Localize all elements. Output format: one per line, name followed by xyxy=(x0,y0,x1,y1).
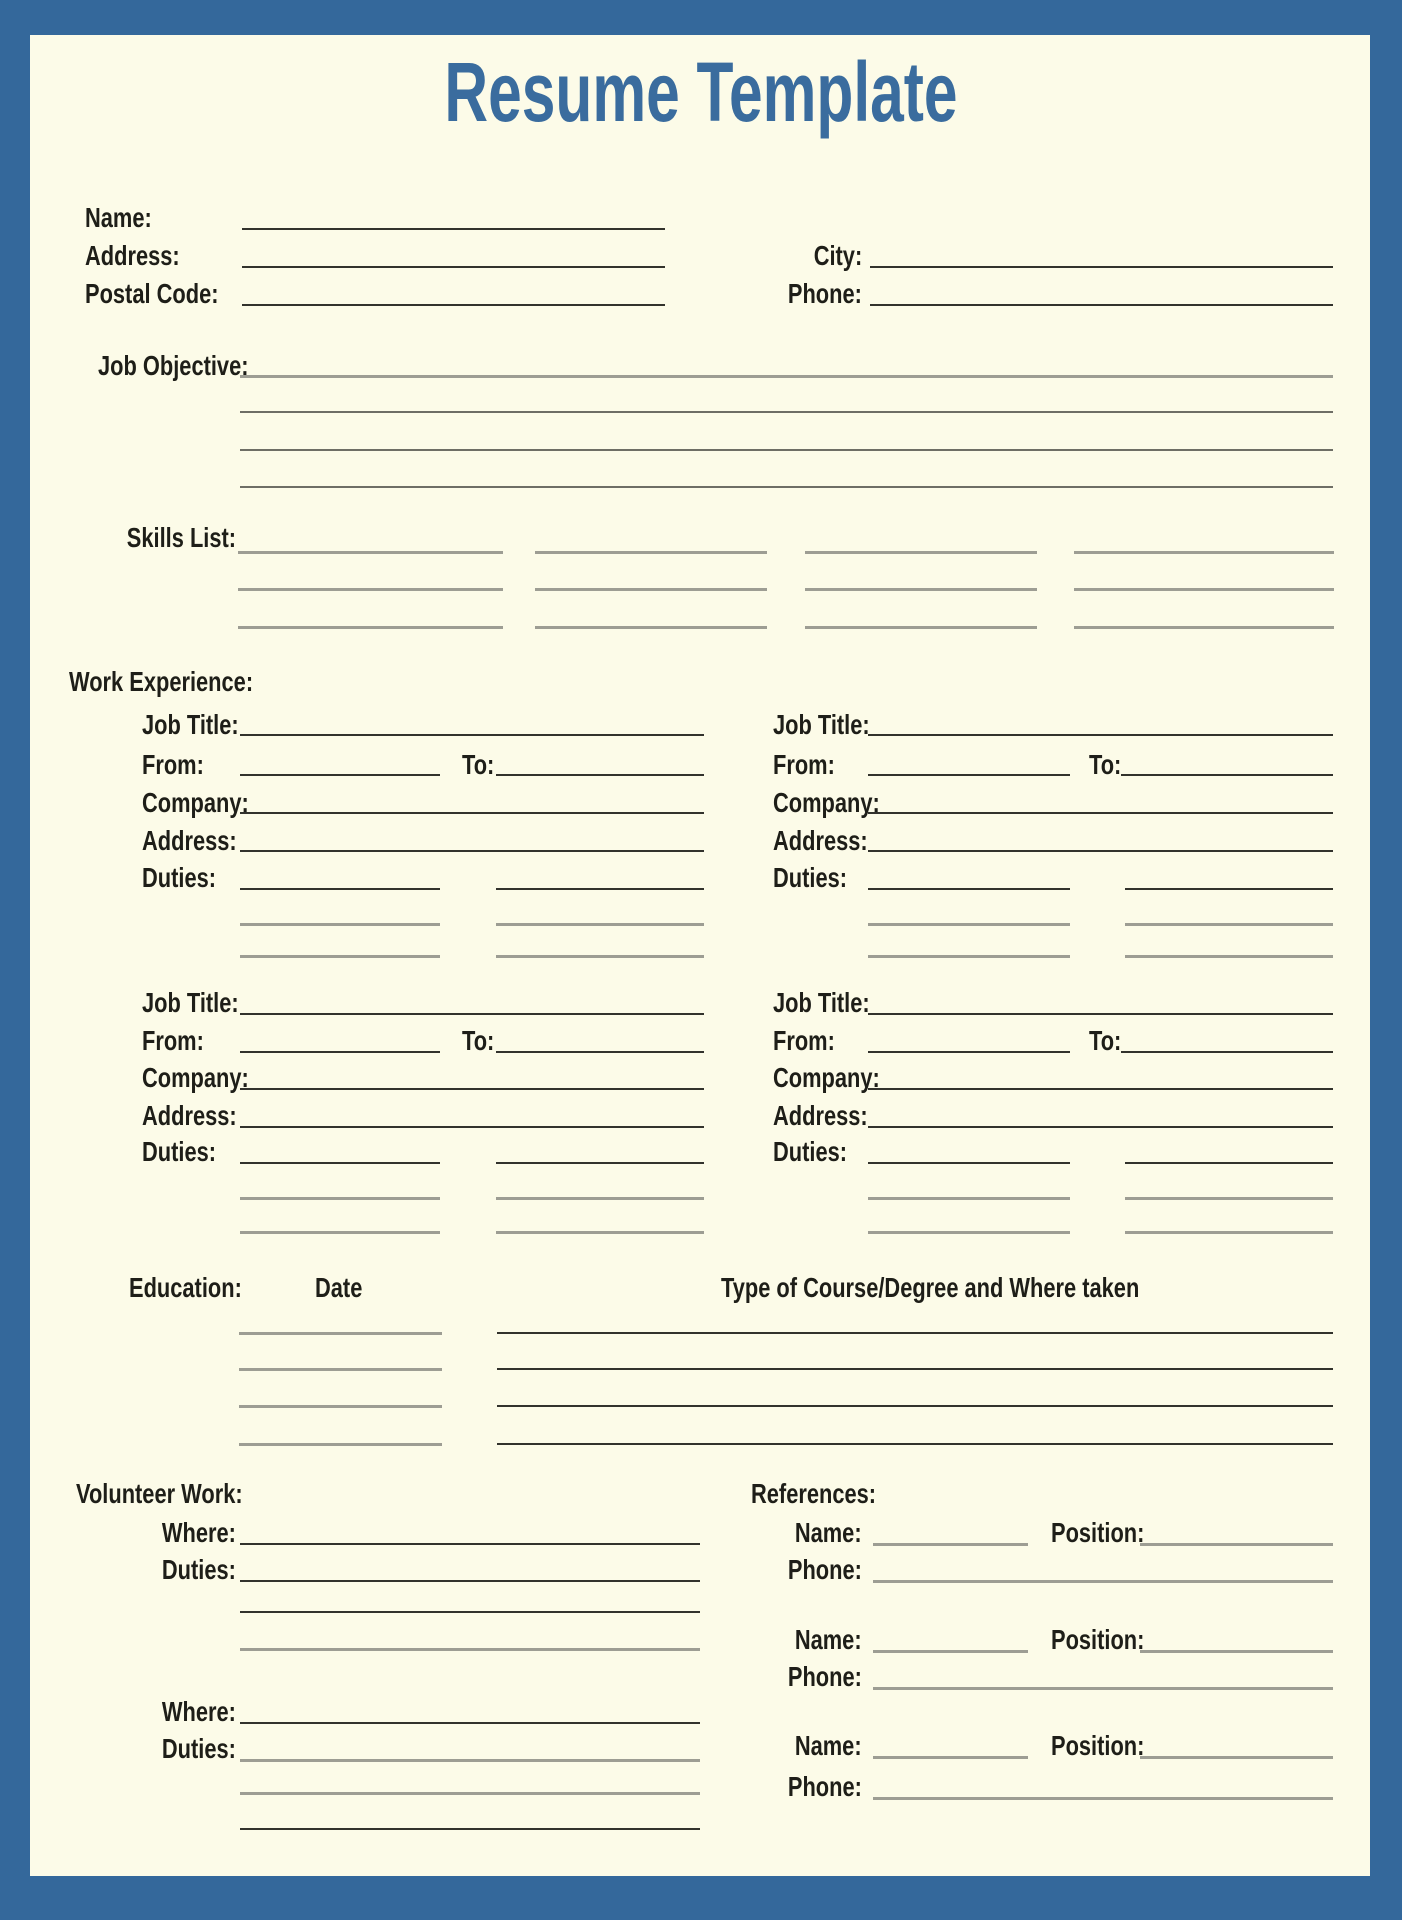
from-label: From: xyxy=(773,749,835,780)
ref-position-line xyxy=(1140,1543,1333,1546)
ref-position-label: Position: xyxy=(1051,1517,1145,1548)
where-line xyxy=(240,1543,700,1545)
education-date-line xyxy=(239,1443,442,1446)
company-label: Company: xyxy=(773,787,880,818)
duties-label: Duties: xyxy=(161,1554,236,1585)
ref-phone-line xyxy=(873,1580,1333,1583)
ref-phone-line xyxy=(873,1797,1333,1800)
phone-label: Phone: xyxy=(787,278,862,309)
education-label: Education: xyxy=(129,1272,242,1303)
from-line xyxy=(868,1051,1070,1053)
skill-line xyxy=(238,626,503,629)
to-label: To: xyxy=(1089,749,1122,780)
address-line xyxy=(868,1126,1333,1128)
address-line xyxy=(868,850,1333,852)
education-date-line xyxy=(239,1332,442,1335)
duties-label: Duties: xyxy=(161,1733,236,1764)
duties-line xyxy=(1125,1162,1333,1164)
job-title-label: Job Title: xyxy=(773,987,870,1018)
education-course-line xyxy=(497,1443,1333,1445)
where-line xyxy=(240,1722,700,1724)
company-label: Company: xyxy=(773,1062,880,1093)
skill-line xyxy=(535,588,767,591)
duties-line xyxy=(240,1759,700,1762)
to-label: To: xyxy=(1089,1025,1122,1056)
duties-line xyxy=(240,888,440,890)
address-line xyxy=(240,850,704,852)
duties-label: Duties: xyxy=(142,1136,217,1167)
company-label: Company: xyxy=(142,787,249,818)
education-date-line xyxy=(239,1368,442,1371)
duties-line xyxy=(1125,955,1333,958)
volunteer-work-label: Volunteer Work: xyxy=(76,1478,243,1509)
skill-line xyxy=(238,551,503,554)
job-title-label: Job Title: xyxy=(773,709,870,740)
skill-line xyxy=(805,588,1037,591)
address-label: Address: xyxy=(85,240,180,271)
duties-line xyxy=(240,1231,440,1234)
to-line xyxy=(496,1051,704,1053)
company-label: Company: xyxy=(142,1062,249,1093)
to-line xyxy=(1121,1051,1333,1053)
address-label: Address: xyxy=(773,825,868,856)
job-title-line xyxy=(868,1013,1333,1015)
job-objective-line xyxy=(240,375,1333,378)
name-label: Name: xyxy=(85,202,152,233)
to-label: To: xyxy=(462,1025,495,1056)
from-label: From: xyxy=(142,749,204,780)
address-label: Address: xyxy=(773,1100,868,1131)
duties-line xyxy=(240,923,440,926)
ref-position-line xyxy=(1140,1756,1333,1759)
duties-label: Duties: xyxy=(773,862,848,893)
job-objective-label: Job Objective: xyxy=(98,350,249,381)
from-label: From: xyxy=(773,1025,835,1056)
from-line xyxy=(240,1051,440,1053)
job-objective-line xyxy=(240,486,1333,488)
skills-list-label: Skills List: xyxy=(126,522,236,553)
duties-line xyxy=(240,955,440,958)
ref-name-label: Name: xyxy=(795,1517,862,1548)
job-title-line xyxy=(240,734,704,736)
name-field-line xyxy=(242,228,665,230)
education-date-header: Date xyxy=(315,1272,363,1303)
ref-name-line xyxy=(873,1756,1028,1759)
skill-line xyxy=(535,551,767,554)
duties-line xyxy=(1125,888,1333,890)
job-title-label: Job Title: xyxy=(142,709,239,740)
duties-line xyxy=(868,955,1070,958)
duties-line xyxy=(496,923,704,926)
from-label: From: xyxy=(142,1025,204,1056)
education-date-line xyxy=(239,1405,442,1408)
ref-name-line xyxy=(873,1543,1028,1546)
duties-line xyxy=(1125,1197,1333,1200)
ref-name-label: Name: xyxy=(795,1730,862,1761)
ref-position-line xyxy=(1140,1650,1333,1653)
company-line xyxy=(868,1088,1333,1090)
job-objective-line xyxy=(240,411,1333,413)
duties-line xyxy=(868,888,1070,890)
from-line xyxy=(240,774,440,776)
duties-line xyxy=(496,1162,704,1164)
job-title-label: Job Title: xyxy=(142,987,239,1018)
duties-line xyxy=(496,1231,704,1234)
duties-line xyxy=(496,1197,704,1200)
duties-line xyxy=(240,1580,700,1582)
duties-line xyxy=(240,1828,700,1830)
duties-line xyxy=(240,1611,700,1613)
city-label: City: xyxy=(813,240,862,271)
company-line xyxy=(240,1088,704,1090)
ref-phone-label: Phone: xyxy=(787,1771,862,1802)
skill-line xyxy=(805,551,1037,554)
where-label: Where: xyxy=(161,1696,236,1727)
skill-line xyxy=(238,588,503,591)
job-title-line xyxy=(868,734,1333,736)
ref-phone-label: Phone: xyxy=(787,1661,862,1692)
address-label: Address: xyxy=(142,1100,237,1131)
duties-line xyxy=(868,1197,1070,1200)
duties-label: Duties: xyxy=(773,1136,848,1167)
skill-line xyxy=(535,626,767,629)
address-line xyxy=(240,1126,704,1128)
postal-code-label: Postal Code: xyxy=(85,278,219,309)
skill-line xyxy=(1074,551,1334,554)
duties-label: Duties: xyxy=(142,862,217,893)
from-line xyxy=(868,774,1070,776)
skill-line xyxy=(805,626,1037,629)
company-line xyxy=(240,812,704,814)
education-course-line xyxy=(497,1405,1333,1407)
skill-line xyxy=(1074,588,1334,591)
duties-line xyxy=(240,1792,700,1795)
company-line xyxy=(868,812,1333,814)
page-title: Resume Template xyxy=(444,45,958,139)
postal-code-field-line xyxy=(242,304,665,306)
ref-position-label: Position: xyxy=(1051,1624,1145,1655)
references-label: References: xyxy=(751,1478,877,1509)
to-label: To: xyxy=(462,749,495,780)
job-objective-line xyxy=(240,449,1333,451)
phone-field-line xyxy=(870,304,1333,306)
ref-position-label: Position: xyxy=(1051,1730,1145,1761)
ref-name-line xyxy=(873,1650,1028,1653)
address-label: Address: xyxy=(142,825,237,856)
ref-phone-label: Phone: xyxy=(787,1554,862,1585)
skill-line xyxy=(1074,626,1334,629)
education-course-header: Type of Course/Degree and Where taken xyxy=(721,1272,1140,1303)
duties-line xyxy=(868,1231,1070,1234)
duties-line xyxy=(1125,1231,1333,1234)
where-label: Where: xyxy=(161,1517,236,1548)
education-course-line xyxy=(497,1332,1333,1334)
to-line xyxy=(1121,774,1333,776)
to-line xyxy=(496,774,704,776)
duties-line xyxy=(1125,923,1333,926)
duties-line xyxy=(496,955,704,958)
ref-name-label: Name: xyxy=(795,1624,862,1655)
duties-line xyxy=(868,1162,1070,1164)
address-field-line xyxy=(242,266,665,268)
job-title-line xyxy=(240,1013,704,1015)
city-field-line xyxy=(870,266,1333,268)
duties-line xyxy=(240,1648,700,1651)
ref-phone-line xyxy=(873,1687,1333,1690)
work-experience-label: Work Experience: xyxy=(69,666,254,697)
education-course-line xyxy=(497,1368,1333,1370)
duties-line xyxy=(868,923,1070,926)
duties-line xyxy=(240,1162,440,1164)
duties-line xyxy=(496,888,704,890)
duties-line xyxy=(240,1197,440,1200)
